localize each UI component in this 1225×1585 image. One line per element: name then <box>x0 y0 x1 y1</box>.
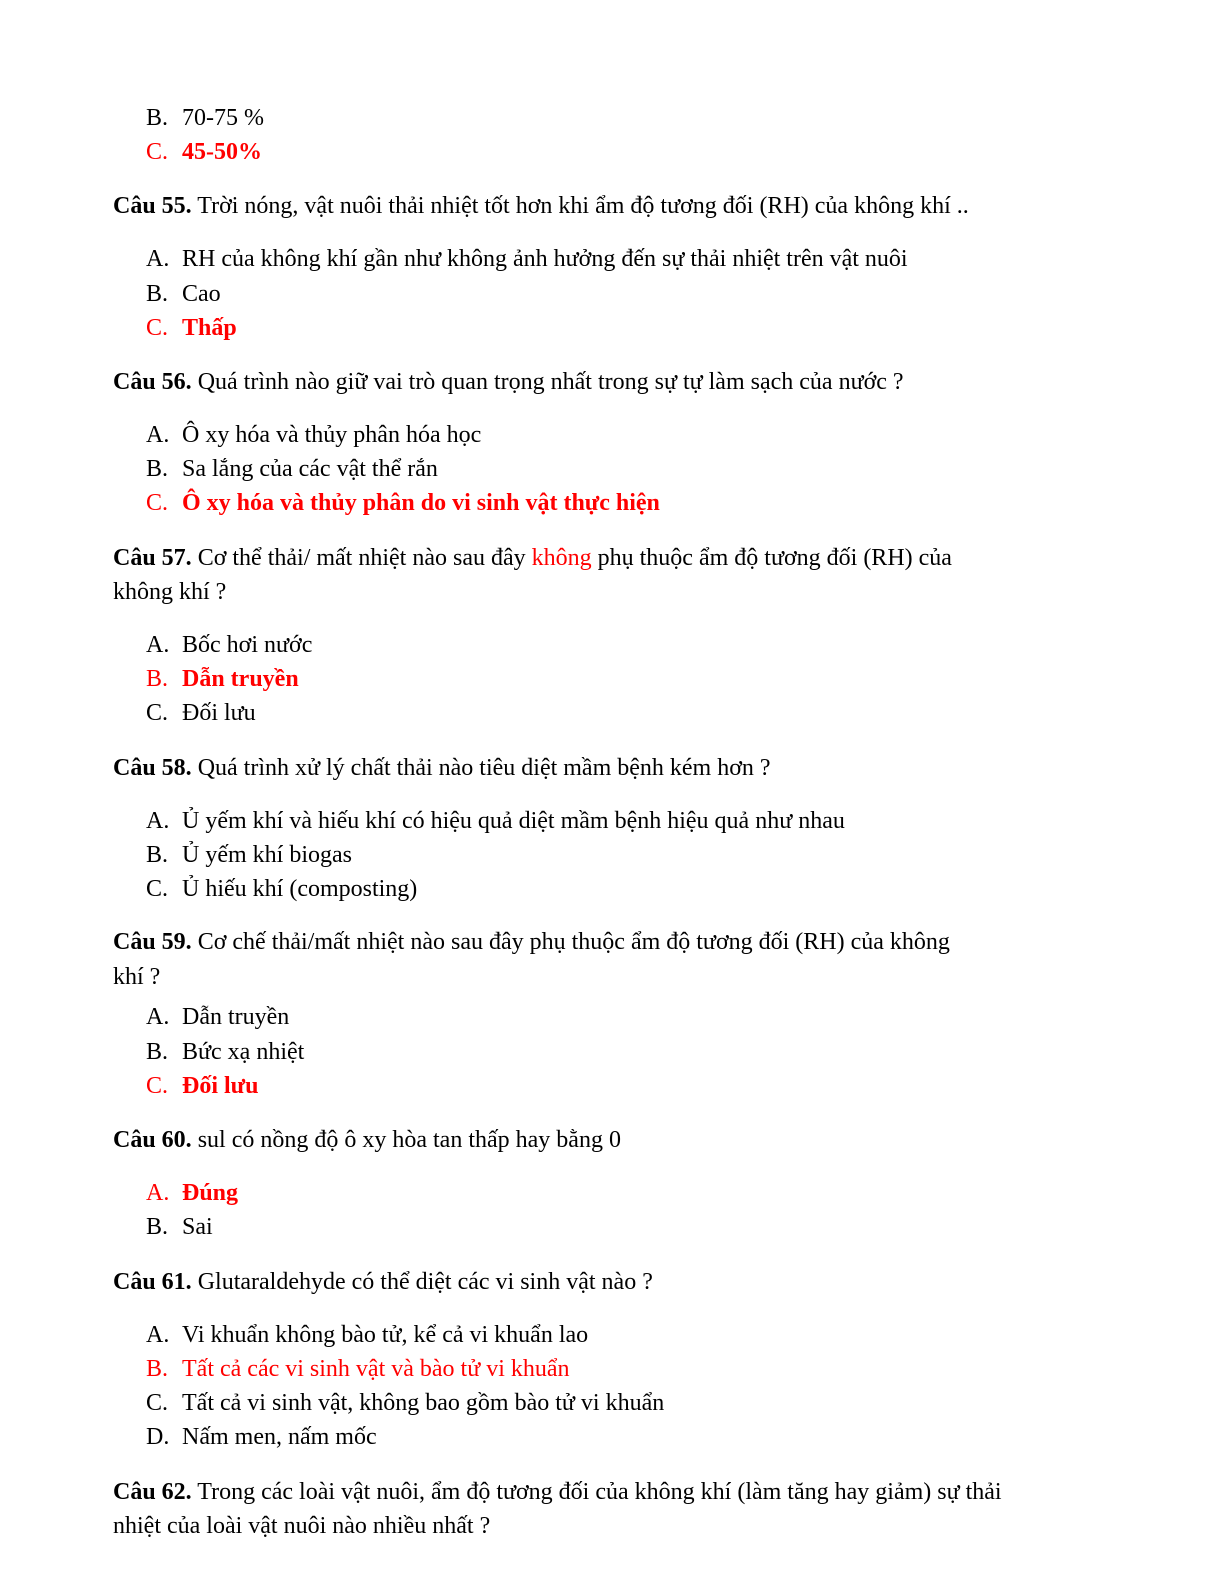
answer-option <box>146 630 312 660</box>
answer-option <box>146 103 264 133</box>
option-text: Đối lưu <box>182 1073 259 1099</box>
option-letter: C. <box>146 876 169 902</box>
option-letter: B. <box>146 281 169 307</box>
option-text: Sa lắng của các vật thể rắn <box>182 456 438 482</box>
answer-option <box>146 1002 289 1032</box>
option-letter: A. <box>146 422 170 448</box>
question-text: Quá trình xử lý chất thải nào tiêu diệt mầm bệnh kém hơn ? <box>191 755 771 781</box>
option-text: Ô xy hóa và thủy phân do vi sinh vật thực hiện <box>182 490 660 516</box>
question-label: Câu 56. <box>113 369 192 395</box>
question-55 <box>113 191 969 221</box>
question-text: Quá trình nào giữ vai trò quan trọng nhất trong sự tự làm sạch của nước ? <box>191 369 904 395</box>
question-text: Trong các loài vật nuôi, ẩm độ tương đối của không khí (làm tăng hay giảm) sự thải <box>191 1479 1002 1505</box>
option-text: Tất cả vi sinh vật, không bao gồm bào tử vi khuẩn <box>182 1390 665 1416</box>
option-text: Nấm men, nấm mốc <box>182 1424 377 1450</box>
option-letter: A. <box>146 1180 170 1206</box>
option-letter: C. <box>146 1390 169 1416</box>
correct-answer-option <box>146 313 237 343</box>
question-text: không khí ? <box>113 579 227 605</box>
option-letter: C. <box>146 490 169 516</box>
option-letter: A. <box>146 246 170 272</box>
answer-option <box>146 420 481 450</box>
question-text: khí ? <box>113 964 161 990</box>
option-text: Tất cả các vi sinh vật và bào tử vi khuẩn <box>182 1356 570 1382</box>
option-letter: A. <box>146 808 170 834</box>
option-letter: B. <box>146 456 169 482</box>
option-letter: B. <box>146 1214 169 1240</box>
question-text: Cơ thể thải/ mất nhiệt nào sau đây <box>191 545 532 571</box>
question-text: sul có nồng độ ô xy hòa tan thấp hay bằng 0 <box>191 1127 621 1153</box>
option-letter: C. <box>146 700 169 726</box>
option-text: Ô xy hóa và thủy phân hóa học <box>182 422 482 448</box>
answer-option <box>146 1388 664 1418</box>
question-57-line-2 <box>113 577 226 607</box>
option-text: Dẫn truyền <box>182 1004 290 1030</box>
option-text: Vi khuẩn không bào tử, kể cả vi khuẩn lao <box>182 1322 589 1348</box>
question-61 <box>113 1267 653 1297</box>
question-60 <box>113 1125 621 1155</box>
option-letter: A. <box>146 1004 170 1030</box>
question-label: Câu 61. <box>113 1269 192 1295</box>
option-text: Ủ hiếu khí (composting) <box>182 876 418 902</box>
answer-option <box>146 806 845 836</box>
option-letter: A. <box>146 632 170 658</box>
option-text: Đúng <box>182 1180 239 1206</box>
option-letter: B. <box>146 1039 169 1065</box>
option-text: Dẫn truyền <box>182 666 299 692</box>
question-57 <box>113 543 952 573</box>
option-text: Cao <box>182 281 221 307</box>
answer-option <box>146 840 352 870</box>
correct-answer-option <box>146 137 262 167</box>
option-text: RH của không khí gần như không ảnh hưởng đến sự thải nhiệt trên vật nuôi <box>182 246 908 272</box>
question-59 <box>113 927 950 957</box>
option-letter: A. <box>146 1322 170 1348</box>
correct-answer-option <box>146 1354 570 1384</box>
option-text: 70-75 % <box>182 105 264 131</box>
correct-answer-option <box>146 488 660 518</box>
answer-option <box>146 454 438 484</box>
option-text: Bức xạ nhiệt <box>182 1039 305 1065</box>
question-label: Câu 59. <box>113 929 192 955</box>
option-text: Ủ yếm khí và hiếu khí có hiệu quả diệt mầm bệnh hiệu quả như nhau <box>182 808 845 834</box>
answer-option <box>146 279 221 309</box>
answer-option <box>146 1212 213 1242</box>
question-56 <box>113 367 904 397</box>
question-label: Câu 58. <box>113 755 192 781</box>
question-label: Câu 57. <box>113 545 192 571</box>
option-letter: C. <box>146 315 169 341</box>
option-text: Bốc hơi nước <box>182 632 313 658</box>
question-62 <box>113 1477 1002 1507</box>
correct-answer-option <box>146 664 299 694</box>
question-62-line-2 <box>113 1511 490 1541</box>
question-text: Glutaraldehyde có thể diệt các vi sinh vật nào ? <box>191 1269 653 1295</box>
option-text: Ủ yếm khí biogas <box>182 842 352 868</box>
question-text: phụ thuộc ẩm độ tương đối (RH) của <box>591 545 952 571</box>
answer-option <box>146 874 417 904</box>
option-text: Thấp <box>182 315 237 341</box>
answer-option <box>146 244 908 274</box>
option-letter: C. <box>146 139 169 165</box>
question-text: nhiệt của loài vật nuôi nào nhiều nhất ? <box>113 1513 491 1539</box>
option-text: Đối lưu <box>182 700 256 726</box>
question-text: Cơ chế thải/mất nhiệt nào sau đây phụ thuộc ẩm độ tương đối (RH) của không <box>191 929 950 955</box>
option-letter: B. <box>146 842 169 868</box>
answer-option <box>146 1422 377 1452</box>
question-58 <box>113 753 771 783</box>
answer-option <box>146 1037 304 1067</box>
option-letter: B. <box>146 105 169 131</box>
option-letter: C. <box>146 1073 169 1099</box>
correct-answer-option <box>146 1071 258 1101</box>
option-letter: D. <box>146 1424 170 1450</box>
option-text: Sai <box>182 1214 213 1240</box>
question-text: Trời nóng, vật nuôi thải nhiệt tốt hơn khi ẩm độ tương đối (RH) của không khí .. <box>191 193 969 219</box>
answer-option <box>146 1320 588 1350</box>
question-label: Câu 60. <box>113 1127 192 1153</box>
option-letter: B. <box>146 1356 169 1382</box>
option-letter: B. <box>146 666 169 692</box>
correct-answer-option <box>146 1178 238 1208</box>
question-label: Câu 55. <box>113 193 192 219</box>
question-highlight: không <box>531 545 592 571</box>
question-59-line-2 <box>113 962 160 992</box>
option-text: 45-50% <box>182 139 262 165</box>
question-label: Câu 62. <box>113 1479 192 1505</box>
answer-option <box>146 698 256 728</box>
